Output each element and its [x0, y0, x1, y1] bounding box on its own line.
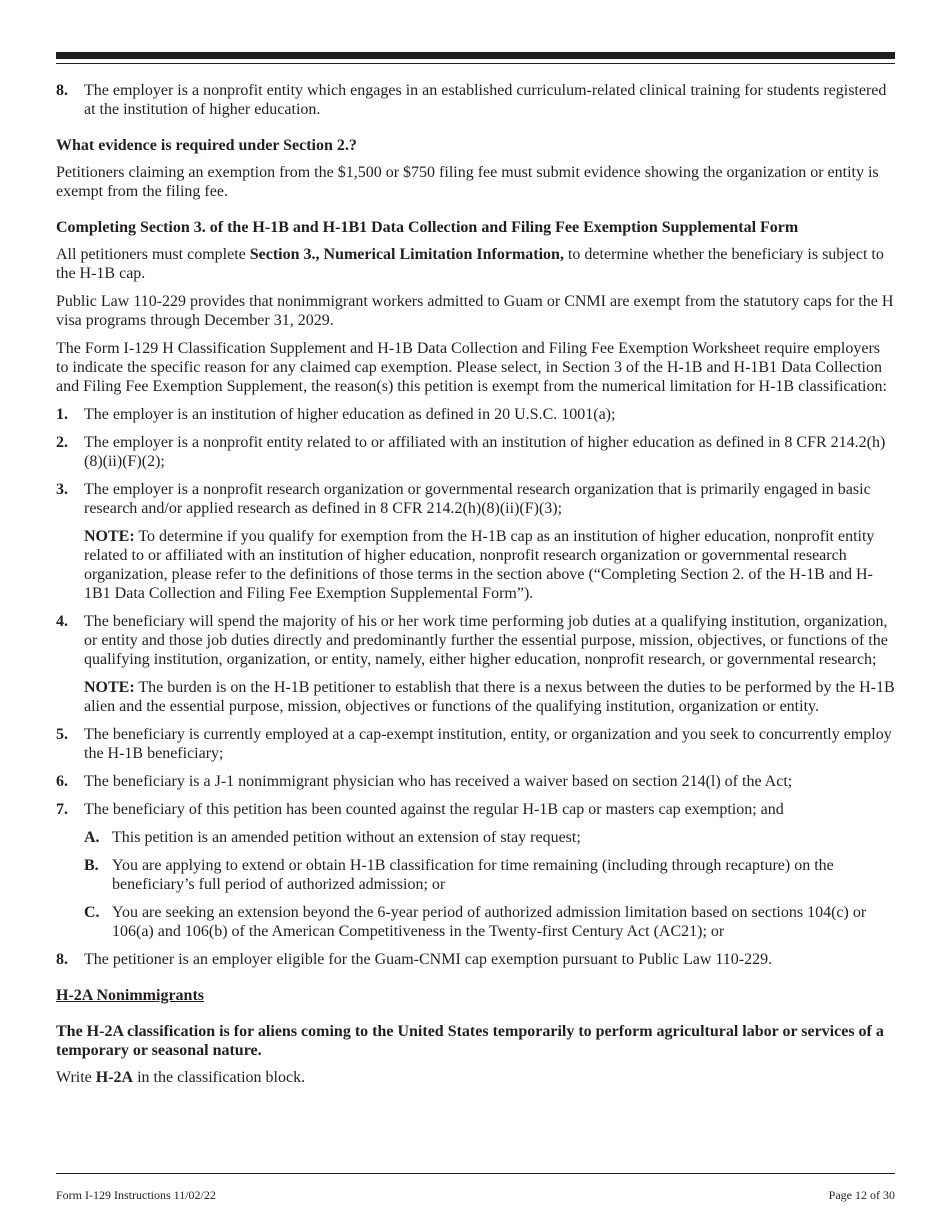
- top-rule-thick: [56, 52, 895, 59]
- list-item: [56, 405, 896, 424]
- item-text: The employer is an institution of higher education as defined in 20 U.S.C. 1001(a);: [84, 406, 616, 423]
- section3-paragraph-2: Public Law 110-229 provides that nonimmigrant workers admitted to Guam or CNMI are exempt from the statutory caps for the H visa programs through December 31, 2029.: [56, 293, 894, 329]
- subitem-letter: A.: [84, 829, 100, 846]
- list-item: [56, 772, 896, 791]
- subitem-letter: B.: [84, 857, 99, 874]
- item-number: 1.: [56, 406, 68, 423]
- item-number: 8.: [56, 951, 68, 968]
- subitem-text: This petition is an amended petition without an extension of stay request;: [112, 829, 581, 846]
- subitem-text: You are applying to extend or obtain H-1B classification for time remaining (including through recapture) on the beneficiary’s full period of authorized admission; or: [112, 857, 834, 893]
- list-item: [56, 81, 896, 119]
- list-item: [56, 480, 896, 518]
- h2a-heading: H-2A Nonimmigrants: [56, 987, 204, 1004]
- item-text: The employer is a nonprofit entity related to or affiliated with an institution of higher education as defined in 8 CFR 214.2(h)(8)(ii)(F)(2);: [84, 434, 886, 470]
- top-rule-thin: [56, 63, 895, 64]
- sub-list-item: [56, 856, 896, 894]
- note-item-3: NOTE: To determine if you qualify for exemption from the H-1B cap as an institution of higher education, nonprofit entity related to or affiliated with an institution of higher education, nonprofit research organization or governmental research organization, please refer to the definitions of those terms in the section above (“Completing Section 2. of the H-1B and H-1B1 Data Collection and Filing Fee Exemption Supplemental Form”).: [84, 528, 875, 602]
- item-number: 6.: [56, 773, 68, 790]
- evidence-heading: What evidence is required under Section 2.?: [56, 137, 357, 154]
- evidence-text: Petitioners claiming an exemption from the $1,500 or $750 filing fee must submit evidence showing the organization or entity is exempt from the filing fee.: [56, 164, 879, 200]
- item-text: The beneficiary is currently employed at a cap-exempt institution, entity, or organization and you seek to concurrently employ the H-1B beneficiary;: [84, 726, 892, 762]
- section3-paragraph-3: The Form I-129 H Classification Supplement and H-1B Data Collection and Filing Fee Exemption Worksheet require employers to indicate the specific reason for any claimed cap exemption. Please select, in Section 3 of the H-1B and H-1B1 Data Collection and Filing Fee Exemption Supplement, the reason(s) this petition is exempt from the numerical limitation for H-1B classification:: [56, 340, 887, 395]
- sub-list-item: [56, 828, 896, 847]
- item-number: 7.: [56, 801, 68, 818]
- footer-page-number: Page 12 of 30: [828, 1188, 895, 1202]
- footer-rule: [56, 1173, 895, 1174]
- item-text: The beneficiary will spend the majority of his or her work time performing job duties at a qualifying institution, organization, or entity and those job duties directly and predominantly further the essential purpose, mission, objectives, or functions of the qualifying institution, organization, or entity, namely, either higher education, nonprofit research, or governmental research;: [84, 613, 888, 668]
- item-number: 3.: [56, 481, 68, 498]
- list-item: [56, 800, 896, 819]
- list-item: [56, 950, 896, 969]
- item-number: 8.: [56, 82, 68, 99]
- list-item: [56, 725, 896, 763]
- subitem-text: You are seeking an extension beyond the 6-year period of authorized admission limitation based on sections 104(c) or 106(a) and 106(b) of the American Competitiveness in the Twenty-first Century Act (AC21); or: [112, 904, 867, 940]
- page-content: [56, 81, 896, 1096]
- section3-heading: Completing Section 3. of the H-1B and H-1B1 Data Collection and Filing Fee Exemption Supplemental Form: [56, 219, 799, 236]
- item-text: The beneficiary of this petition has been counted against the regular H-1B cap or masters cap exemption; and: [84, 801, 784, 818]
- list-item: [56, 433, 896, 471]
- item-number: 5.: [56, 726, 68, 743]
- list-item: [56, 612, 896, 669]
- item-number: 2.: [56, 434, 68, 451]
- subitem-letter: C.: [84, 904, 100, 921]
- item-text: The employer is a nonprofit research organization or governmental research organization that is primarily engaged in basic research and/or applied research as defined in 8 CFR 214.2(h)(8)(ii)(F)(3);: [84, 481, 871, 517]
- item-text: The petitioner is an employer eligible for the Guam-CNMI cap exemption pursuant to Public Law 110-229.: [84, 951, 773, 968]
- item-number: 4.: [56, 613, 68, 630]
- section3-paragraph-1: All petitioners must complete Section 3., Numerical Limitation Information, to determine whether the beneficiary is subject to the H-1B cap.: [56, 246, 884, 282]
- sub-list-item: [56, 903, 896, 941]
- h2a-write-instruction: Write H-2A in the classification block.: [56, 1069, 306, 1086]
- item-text: The beneficiary is a J-1 nonimmigrant physician who has received a waiver based on section 214(l) of the Act;: [84, 773, 793, 790]
- h2a-bold-paragraph: The H-2A classification is for aliens coming to the United States temporarily to perform agricultural labor or services of a temporary or seasonal nature.: [56, 1023, 884, 1059]
- item-text: The employer is a nonprofit entity which engages in an established curriculum-related clinical training for students registered at the institution of higher education.: [84, 82, 887, 118]
- note-item-4: NOTE: The burden is on the H-1B petitioner to establish that there is a nexus between the duties to be performed by the H-1B alien and the essential purpose, mission, objectives or functions of the qualifying institution, organization or entity.: [84, 679, 895, 715]
- footer-form-info: Form I-129 Instructions 11/02/22: [56, 1188, 216, 1202]
